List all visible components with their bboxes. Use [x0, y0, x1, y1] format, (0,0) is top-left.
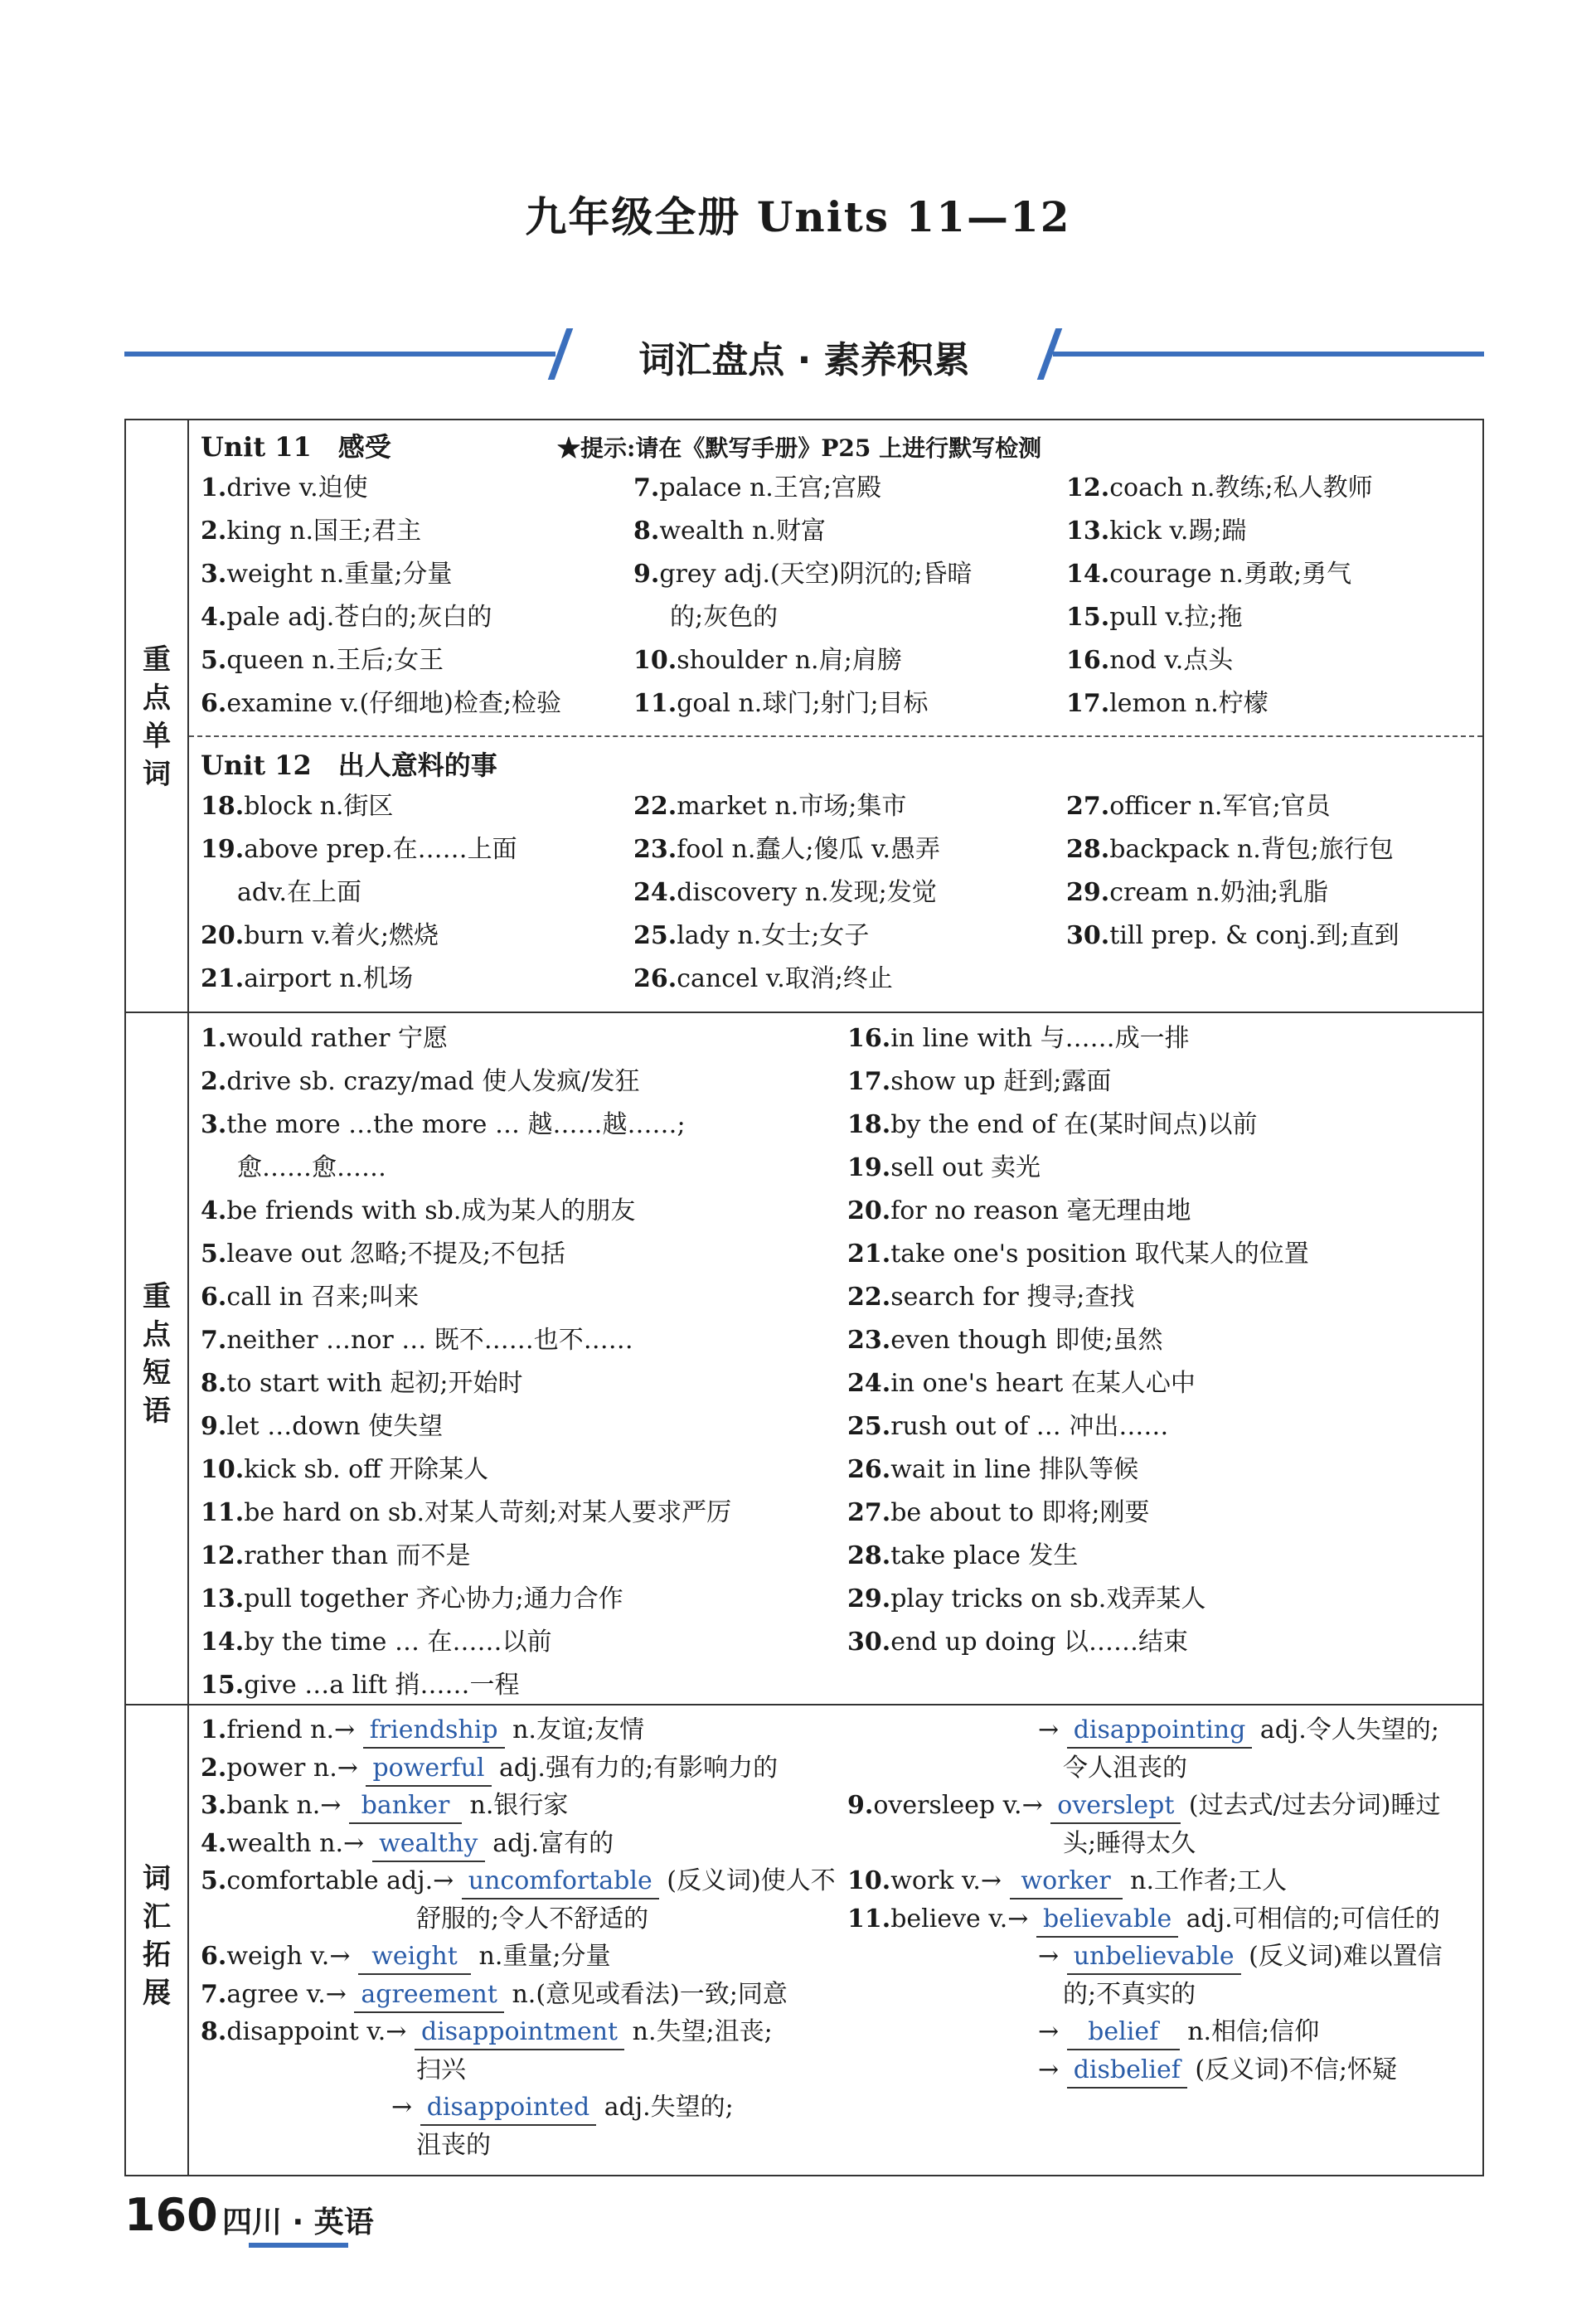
phrase-entry	[847, 1065, 1111, 1099]
meaning-text: n.友谊;友情	[504, 1715, 645, 1744]
word-entry	[633, 644, 902, 677]
page-title: 九年级全册 Units 11—12	[525, 192, 1071, 241]
item-text: even though 即使;虽然	[890, 1326, 1163, 1355]
meaning-text: adj.强有力的;有影响力的	[491, 1753, 779, 1783]
item-number: 30.	[1066, 921, 1110, 950]
answer-blank: agreement	[354, 1978, 504, 2013]
item-number: 12.	[1066, 473, 1110, 502]
item-number: 25.	[633, 921, 677, 950]
word-entry	[1066, 876, 1328, 910]
word-entry	[1066, 601, 1243, 634]
phrase-entry	[847, 1022, 1190, 1055]
item-text: examine v.(仔细地)检查;检验	[226, 689, 561, 718]
item-text: 的;灰色的	[670, 603, 779, 632]
answer-blank: uncomfortable	[462, 1865, 659, 1899]
item-number: 27.	[1066, 792, 1110, 821]
item-text: in line with 与……成一排	[890, 1024, 1190, 1053]
expansion-entry	[1038, 1940, 1443, 1975]
item-text: drive v.迫使	[226, 473, 368, 502]
item-text: till prep. & conj.到;直到	[1109, 921, 1400, 950]
phrase-entry	[201, 1238, 565, 1271]
phrase-entry	[201, 1626, 551, 1659]
answer-blank: disappointing	[1067, 1714, 1253, 1749]
item-text: officer n.军官;官员	[1109, 792, 1331, 821]
word-entry	[201, 472, 368, 505]
item-text: kick v.踢;踹	[1109, 517, 1247, 546]
item-text: call in 召来;叫来	[226, 1283, 420, 1312]
meaning-text: n.失望;沮丧;	[624, 2017, 773, 2046]
answer-blank: banker	[349, 1789, 462, 1824]
item-text: queen n.王后;女王	[226, 646, 444, 675]
expansion-entry	[416, 1903, 648, 1936]
item-number: 3.	[201, 560, 227, 589]
item-text: to start with 起初;开始时	[226, 1369, 523, 1398]
item-number: 23.	[633, 835, 677, 864]
phrase-entry	[201, 1324, 633, 1357]
answer-blank: worker	[1010, 1865, 1123, 1899]
item-text: for no reason 毫无理由地	[890, 1196, 1191, 1225]
item-number: 20.	[201, 921, 245, 950]
item-text: be friends with sb.成为某人的朋友	[226, 1196, 636, 1225]
item-number: 8.	[201, 2017, 227, 2046]
word-entry	[633, 790, 906, 823]
meaning-text: (反义词)使人不	[658, 1866, 836, 1895]
phrase-entry	[201, 1497, 731, 1530]
expansion-entry	[1063, 1978, 1196, 2011]
phrase-entry	[847, 1410, 1168, 1443]
answer-blank: overslept	[1050, 1789, 1181, 1824]
item-number: 9.	[847, 1791, 874, 1820]
item-text: be hard on sb.对某人苛刻;对某人要求严厉	[244, 1498, 732, 1527]
meaning-text: adj.可相信的;可信任的	[1178, 1904, 1440, 1933]
word-entry	[633, 515, 826, 548]
item-number: 24.	[633, 878, 677, 907]
meaning-text: (反义词)不信;怀疑	[1186, 2055, 1397, 2084]
item-number: 10.	[201, 1455, 245, 1484]
item-text: take one's position 取代某人的位置	[890, 1240, 1309, 1269]
item-text: rush out of … 冲出……	[890, 1412, 1169, 1441]
item-number: 3.	[201, 1791, 227, 1820]
expansion-entry	[1063, 1827, 1196, 1861]
phrase-entry	[201, 1022, 448, 1055]
meaning-text: 扫兴	[416, 2055, 466, 2084]
banner-line-right	[1053, 352, 1484, 357]
item-text: adv.在上面	[237, 878, 362, 907]
item-number: 24.	[847, 1369, 891, 1398]
phrase-entry	[201, 1367, 523, 1400]
phrase-entry	[847, 1540, 1078, 1573]
base-word: →	[1038, 2055, 1067, 2084]
item-number: 2.	[201, 1753, 227, 1783]
item-text: in one's heart 在某人心中	[890, 1369, 1196, 1398]
item-number: 23.	[847, 1326, 891, 1355]
expansion-entry	[1063, 1752, 1187, 1785]
item-number: 13.	[1066, 517, 1110, 546]
phrase-entry	[847, 1195, 1191, 1228]
word-entry	[633, 919, 869, 953]
word-entry	[201, 644, 444, 677]
item-number: 1.	[201, 473, 227, 502]
phrase-entry	[201, 1065, 639, 1099]
item-text: weight n.重量;分量	[226, 560, 453, 589]
item-number: 18.	[201, 792, 245, 821]
word-entry	[201, 919, 439, 953]
item-text: show up 赶到;露面	[890, 1067, 1112, 1096]
phrase-entry	[847, 1152, 1041, 1185]
item-text: take place 发生	[890, 1541, 1079, 1570]
phrase-entry	[847, 1583, 1205, 1616]
answer-blank: disappointment	[415, 2016, 624, 2050]
phrase-entry	[237, 1152, 386, 1185]
word-entry	[633, 963, 893, 996]
item-number: 5.	[201, 646, 227, 675]
banner-line-left	[124, 352, 555, 357]
page-number: 160	[124, 2189, 218, 2241]
phrase-entry	[847, 1238, 1309, 1271]
item-number: 2.	[201, 1067, 227, 1096]
item-text: 愈……愈……	[237, 1153, 386, 1182]
unit-divider	[189, 735, 1482, 737]
item-text: rather than 而不是	[244, 1541, 471, 1570]
phrase-entry	[847, 1453, 1138, 1487]
word-entry	[670, 601, 778, 634]
item-number: 16.	[1066, 646, 1110, 675]
item-text: fool n.蠢人;傻瓜 v.愚弄	[677, 835, 940, 864]
answer-blank: friendship	[363, 1714, 505, 1749]
word-entry	[201, 515, 421, 548]
item-number: 17.	[847, 1067, 891, 1096]
base-word: weigh v.→	[226, 1942, 359, 1971]
expansion-entry	[201, 2016, 773, 2050]
base-word: wealth n.→	[226, 1828, 372, 1858]
item-number: 14.	[201, 1628, 245, 1657]
base-word: disappoint v.→	[226, 2017, 415, 2046]
word-entry	[201, 963, 413, 996]
meaning-text: n.相信;信仰	[1179, 2017, 1320, 2046]
item-number: 17.	[1066, 689, 1110, 718]
phrase-entry	[847, 1324, 1162, 1357]
item-text: wealth n.财富	[659, 517, 827, 546]
answer-blank: belief	[1067, 2016, 1180, 2050]
word-entry	[633, 876, 937, 910]
item-number: 7.	[201, 1326, 227, 1355]
word-entry	[201, 790, 393, 823]
category-expansion: 词汇拓展	[143, 1862, 171, 2010]
answer-blank: disbelief	[1067, 2054, 1187, 2089]
item-number: 1.	[201, 1024, 227, 1053]
item-text: burn v.着火;燃烧	[244, 921, 439, 950]
item-text: the more …the more … 越……越……;	[226, 1110, 686, 1139]
word-entry	[201, 687, 561, 720]
phrase-entry	[201, 1540, 471, 1573]
base-word: →	[1038, 1942, 1067, 1971]
item-text: give …a lift 捎……一程	[244, 1671, 520, 1700]
meaning-text: adj.令人失望的;	[1252, 1715, 1439, 1744]
item-text: nod v.点头	[1109, 646, 1234, 675]
word-entry	[237, 876, 361, 910]
item-number: 7.	[633, 473, 660, 502]
item-text: let …down 使失望	[226, 1412, 444, 1441]
meaning-text: n.工作者;工人	[1122, 1866, 1288, 1895]
phrase-entry	[201, 1281, 419, 1314]
word-entry	[633, 687, 929, 720]
item-text: cancel v.取消;终止	[677, 964, 893, 993]
answer-blank: wealthy	[372, 1827, 485, 1862]
phrase-entry	[847, 1626, 1188, 1659]
item-number: 12.	[201, 1541, 245, 1570]
word-entry	[201, 601, 492, 634]
meaning-text: n.重量;分量	[471, 1942, 611, 1971]
word-entry	[1066, 833, 1394, 866]
item-number: 22.	[633, 792, 677, 821]
item-number: 26.	[847, 1455, 891, 1484]
meaning-text: 令人沮丧的	[1063, 1753, 1187, 1783]
expansion-entry	[201, 1827, 614, 1862]
word-entry	[1066, 644, 1233, 677]
item-text: airport n.机场	[244, 964, 414, 993]
row-divider-words	[126, 1012, 1482, 1013]
item-text: cream n.奶油;乳脂	[1109, 878, 1328, 907]
item-text: pale adj.苍白的;灰白的	[226, 603, 492, 632]
expansion-entry	[1038, 2054, 1397, 2089]
word-entry	[1066, 515, 1247, 548]
expansion-entry	[201, 1752, 778, 1787]
meaning-text: n.银行家	[461, 1791, 569, 1820]
word-entry	[1066, 687, 1269, 720]
item-text: end up doing 以……结束	[890, 1628, 1189, 1657]
item-number: 14.	[1066, 560, 1110, 589]
item-number: 21.	[201, 964, 245, 993]
word-entry	[633, 833, 940, 866]
base-word: →	[1038, 1715, 1067, 1744]
expansion-entry	[847, 1903, 1440, 1938]
item-number: 8.	[633, 517, 660, 546]
phrase-entry	[201, 1410, 443, 1443]
meaning-text: 头;睡得太久	[1063, 1828, 1196, 1858]
word-entry	[1066, 472, 1373, 505]
phrase-entry	[847, 1281, 1134, 1314]
base-word: power n.→	[226, 1753, 366, 1783]
item-text: wait in line 排队等候	[890, 1455, 1139, 1484]
base-word: →	[391, 2093, 420, 2122]
word-entry	[633, 472, 881, 505]
unit11-heading: Unit 11 感受	[201, 431, 391, 463]
meaning-text: adj.失望的;	[596, 2093, 734, 2122]
item-number: 26.	[633, 964, 677, 993]
item-number: 11.	[633, 689, 677, 718]
item-number: 15.	[201, 1671, 245, 1700]
item-number: 15.	[1066, 603, 1110, 632]
meaning-text: (反义词)难以置信	[1240, 1942, 1443, 1971]
expansion-entry	[847, 1789, 1440, 1824]
item-number: 28.	[847, 1541, 891, 1570]
item-text: by the time … 在……以前	[244, 1628, 552, 1657]
item-text: lemon n.柠檬	[1109, 689, 1269, 718]
phrase-entry	[847, 1367, 1196, 1400]
meaning-text: 沮丧的	[416, 2130, 491, 2160]
row-divider-phrases	[126, 1704, 1482, 1705]
base-word: work v.→	[890, 1866, 1010, 1895]
item-number: 16.	[847, 1024, 891, 1053]
item-text: palace n.王宫;宫殿	[659, 473, 881, 502]
item-text: search for 搜寻;查找	[890, 1283, 1135, 1312]
phrase-entry	[201, 1669, 520, 1702]
item-number: 9.	[201, 1412, 227, 1441]
item-number: 13.	[201, 1584, 245, 1613]
item-number: 29.	[847, 1584, 891, 1613]
expansion-entry	[201, 1789, 568, 1824]
expansion-entry	[416, 2129, 491, 2162]
item-text: by the end of 在(某时间点)以前	[890, 1110, 1258, 1139]
item-number: 4.	[201, 603, 227, 632]
expansion-entry	[201, 1940, 611, 1975]
word-entry	[201, 558, 452, 591]
expansion-entry	[201, 1865, 836, 1899]
item-number: 11.	[847, 1904, 891, 1933]
base-word: oversleep v.→	[873, 1791, 1051, 1820]
item-number: 20.	[847, 1196, 891, 1225]
phrase-entry	[201, 1583, 623, 1616]
item-text: courage n.勇敢;勇气	[1109, 560, 1352, 589]
item-text: lady n.女士;女子	[677, 921, 870, 950]
item-number: 8.	[201, 1369, 227, 1398]
vocabulary-table	[124, 419, 1484, 2176]
item-number: 18.	[847, 1110, 891, 1139]
answer-blank: powerful	[366, 1752, 491, 1787]
section-banner: 词汇盘点 · 素养积累	[638, 339, 970, 381]
meaning-text: 的;不真实的	[1063, 1979, 1196, 2009]
item-number: 2.	[201, 517, 227, 546]
item-number: 9.	[633, 560, 660, 589]
item-text: above prep.在……上面	[244, 835, 517, 864]
phrase-entry	[847, 1109, 1257, 1142]
expansion-entry	[201, 1714, 644, 1749]
item-number: 21.	[847, 1240, 891, 1269]
item-text: play tricks on sb.戏弄某人	[890, 1584, 1206, 1613]
base-word: →	[1038, 2017, 1067, 2046]
category-words: 重点单词	[143, 643, 171, 791]
item-number: 6.	[201, 1942, 227, 1971]
word-entry	[633, 558, 973, 591]
phrase-entry	[847, 1497, 1150, 1530]
meaning-text: 舒服的;令人不舒适的	[416, 1904, 649, 1933]
unit12-heading: Unit 12 出人意料的事	[201, 750, 497, 781]
item-number: 10.	[633, 646, 677, 675]
item-text: discovery n.发现;发觉	[677, 878, 937, 907]
item-number: 25.	[847, 1412, 891, 1441]
item-number: 19.	[847, 1153, 891, 1182]
expansion-entry	[847, 1865, 1287, 1899]
item-number: 5.	[201, 1866, 227, 1895]
item-text: king n.国王;君主	[226, 517, 422, 546]
base-word: friend n.→	[226, 1715, 363, 1744]
expansion-entry	[391, 2091, 734, 2126]
item-number: 28.	[1066, 835, 1110, 864]
phrase-entry	[201, 1453, 488, 1487]
item-text: leave out 忽略;不提及;不包括	[226, 1240, 565, 1269]
item-number: 4.	[201, 1196, 227, 1225]
item-number: 29.	[1066, 878, 1110, 907]
item-text: grey adj.(天空)阴沉的;昏暗	[659, 560, 973, 589]
expansion-entry	[1038, 1714, 1439, 1749]
item-text: pull together 齐心协力;通力合作	[244, 1584, 623, 1613]
item-text: kick sb. off 开除某人	[244, 1455, 489, 1484]
item-text: drive sb. crazy/mad 使人发疯/发狂	[226, 1067, 640, 1096]
word-entry	[201, 833, 517, 866]
word-entry	[1066, 790, 1331, 823]
meaning-text: (过去式/过去分词)睡过	[1181, 1791, 1441, 1820]
expansion-entry	[416, 2054, 466, 2087]
base-word: believe v.→	[890, 1904, 1036, 1933]
word-entry	[1066, 558, 1351, 591]
item-number: 6.	[201, 689, 227, 718]
item-text: pull v.拉;拖	[1109, 603, 1243, 632]
expansion-entry	[1038, 2016, 1319, 2050]
item-number: 10.	[847, 1866, 891, 1895]
phrase-entry	[201, 1109, 686, 1142]
footer-label: 四川 · 英语	[222, 2205, 374, 2239]
phrase-entry	[201, 1195, 635, 1228]
category-column-divider	[187, 420, 189, 2175]
item-number: 11.	[201, 1498, 245, 1527]
dictation-tip: ★提示:请在《默写手册》P25 上进行默写检测	[557, 434, 1042, 462]
base-word: comfortable adj.→	[226, 1866, 462, 1895]
item-number: 4.	[201, 1828, 227, 1858]
item-text: block n.街区	[244, 792, 394, 821]
item-number: 3.	[201, 1110, 227, 1139]
item-text: sell out 卖光	[890, 1153, 1041, 1182]
item-number: 27.	[847, 1498, 891, 1527]
word-entry	[1066, 919, 1400, 953]
item-number: 7.	[201, 1979, 227, 2009]
answer-blank: believable	[1036, 1903, 1178, 1938]
footer-bar	[249, 2243, 348, 2248]
item-text: market n.市场;集市	[677, 792, 907, 821]
item-text: would rather 宁愿	[226, 1024, 448, 1053]
item-number: 30.	[847, 1628, 891, 1657]
answer-blank: weight	[358, 1940, 471, 1975]
item-number: 5.	[201, 1240, 227, 1269]
item-text: be about to 即将;刚要	[890, 1498, 1150, 1527]
item-number: 1.	[201, 1715, 227, 1744]
meaning-text: n.(意见或看法)一致;同意	[503, 1979, 788, 2009]
meaning-text: adj.富有的	[484, 1828, 614, 1858]
item-number: 19.	[201, 835, 245, 864]
base-word: agree v.→	[226, 1979, 355, 2009]
item-text: goal n.球门;射门;目标	[677, 689, 929, 718]
item-text: backpack n.背包;旅行包	[1109, 835, 1394, 864]
item-number: 22.	[847, 1283, 891, 1312]
item-text: neither …nor … 既不……也不……	[226, 1326, 633, 1355]
answer-blank: disappointed	[420, 2091, 596, 2126]
category-phrases: 重点短语	[143, 1280, 171, 1428]
item-number: 6.	[201, 1283, 227, 1312]
item-text: shoulder n.肩;肩膀	[677, 646, 902, 675]
base-word: bank n.→	[226, 1791, 349, 1820]
item-text: coach n.教练;私人教师	[1109, 473, 1373, 502]
expansion-entry	[201, 1978, 788, 2013]
answer-blank: unbelievable	[1067, 1940, 1241, 1975]
